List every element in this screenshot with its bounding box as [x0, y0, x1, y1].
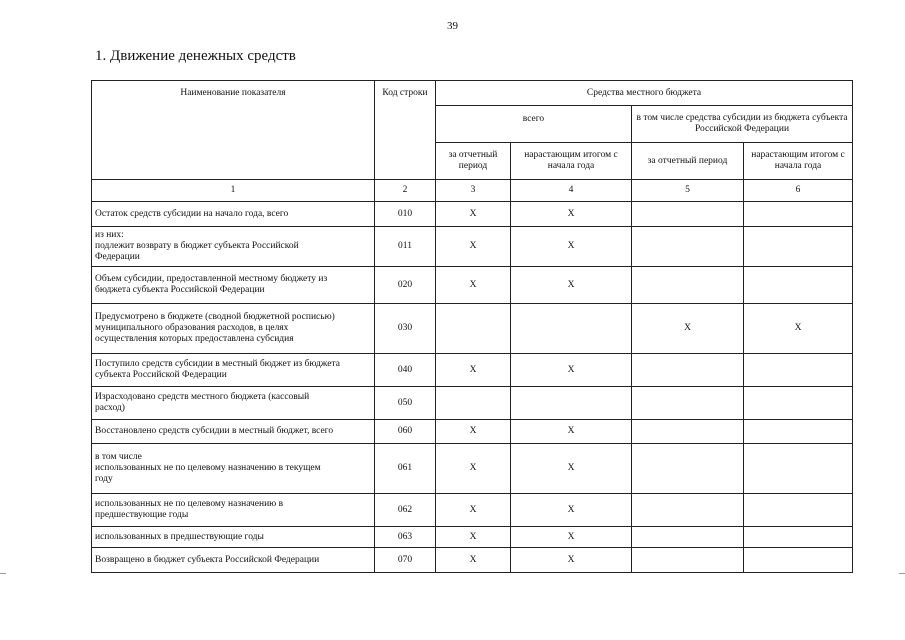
- value-cell: [744, 494, 853, 527]
- value-cell: [744, 527, 853, 548]
- value-cell: [436, 304, 511, 354]
- value-cell: [632, 267, 744, 304]
- row-code: 050: [375, 387, 436, 420]
- indicator-name-line: субъекта Российской Федерации: [95, 370, 227, 380]
- indicator-name-line: предшествующие годы: [95, 510, 189, 520]
- header-incl-subsidy: в том числе средства субсидии из бюджета субъекта Российской Федерации: [632, 106, 853, 143]
- table-row: [92, 202, 853, 227]
- header-total: всего: [436, 106, 632, 143]
- indicator-name-line: Восстановлено средств субсидии в местный бюджет, всего: [95, 426, 334, 436]
- value-cell: X: [436, 420, 511, 444]
- value-cell: X: [511, 227, 632, 267]
- value-cell: X: [744, 304, 853, 354]
- column-number: 1: [92, 180, 375, 202]
- row-code: 063: [375, 527, 436, 548]
- page-edge-mark: [899, 573, 905, 574]
- value-cell: X: [436, 494, 511, 527]
- value-cell: X: [511, 202, 632, 227]
- row-code: 060: [375, 420, 436, 444]
- indicator-name-line: расход): [95, 403, 125, 413]
- indicator-name-line: муниципального образования расходов, в целях: [95, 323, 289, 333]
- header-local-budget: Средства местного бюджета: [436, 81, 853, 106]
- value-cell: [632, 227, 744, 267]
- indicator-name-line: Предусмотрено в бюджете (сводной бюджетной росписью): [95, 312, 335, 322]
- table-row: [92, 420, 853, 444]
- value-cell: X: [511, 494, 632, 527]
- column-number: 3: [436, 180, 511, 202]
- indicator-name: [92, 267, 375, 304]
- indicator-name-line: из них:: [95, 230, 124, 240]
- table-row: [92, 527, 853, 548]
- column-number: 2: [375, 180, 436, 202]
- indicator-name: [92, 420, 375, 444]
- value-cell: [744, 444, 853, 494]
- indicator-name-line: бюджета субъекта Российской Федерации: [95, 285, 265, 295]
- value-cell: X: [511, 354, 632, 387]
- row-code: 010: [375, 202, 436, 227]
- value-cell: [511, 304, 632, 354]
- value-cell: X: [436, 444, 511, 494]
- table-row: [92, 387, 853, 420]
- value-cell: X: [511, 527, 632, 548]
- indicator-name-line: Объем субсидии, предоставленной местному бюджету из: [95, 274, 328, 284]
- value-cell: [632, 444, 744, 494]
- value-cell: [744, 548, 853, 573]
- value-cell: X: [511, 548, 632, 573]
- table-row: [92, 267, 853, 304]
- row-code: 020: [375, 267, 436, 304]
- table-row: [92, 304, 853, 354]
- value-cell: X: [436, 354, 511, 387]
- indicator-name: [92, 444, 375, 494]
- value-cell: X: [436, 527, 511, 548]
- row-code: 011: [375, 227, 436, 267]
- row-code: 062: [375, 494, 436, 527]
- indicator-name: [92, 202, 375, 227]
- indicator-name-line: Возвращено в бюджет субъекта Российской Федерации: [95, 554, 320, 565]
- indicator-name-line: в том числе: [95, 452, 142, 462]
- header-cumulative-subsidy: нарастающим итогом с начала года: [744, 143, 853, 180]
- value-cell: [744, 227, 853, 267]
- value-cell: X: [436, 548, 511, 573]
- page-number: 39: [447, 20, 458, 32]
- value-cell: X: [632, 304, 744, 354]
- cash-flow-table: [91, 80, 853, 573]
- indicator-name: [92, 304, 375, 354]
- column-number: 4: [511, 180, 632, 202]
- value-cell: [632, 202, 744, 227]
- value-cell: [744, 387, 853, 420]
- value-cell: [744, 267, 853, 304]
- value-cell: [436, 387, 511, 420]
- indicator-name-line: использованных не по целевому назначению в текущем: [95, 463, 321, 473]
- indicator-name: [92, 227, 375, 267]
- indicator-name-line: Поступило средств субсидии в местный бюджет из бюджета: [95, 359, 340, 369]
- value-cell: X: [436, 202, 511, 227]
- indicator-name-line: Израсходовано средств местного бюджета (кассовый: [95, 392, 310, 402]
- row-code: 061: [375, 444, 436, 494]
- value-cell: [744, 202, 853, 227]
- value-cell: [632, 527, 744, 548]
- value-cell: X: [511, 267, 632, 304]
- indicator-name: [92, 494, 375, 527]
- indicator-name-line: Федерации: [95, 252, 140, 262]
- table-row: [92, 444, 853, 494]
- value-cell: [511, 387, 632, 420]
- column-number: 6: [744, 180, 853, 202]
- indicator-name-line: подлежит возврату в бюджет субъекта Российской: [95, 241, 299, 251]
- value-cell: X: [436, 227, 511, 267]
- value-cell: [632, 387, 744, 420]
- value-cell: [632, 494, 744, 527]
- indicator-name: [92, 354, 375, 387]
- page-edge-mark: [0, 573, 6, 574]
- row-code: 040: [375, 354, 436, 387]
- indicator-name-line: использованных в предшествующие годы: [95, 531, 264, 542]
- indicator-name-line: осуществления которых предоставлена субсидия: [95, 334, 294, 344]
- value-cell: X: [436, 267, 511, 304]
- header-reporting-period: за отчетный период: [436, 143, 511, 180]
- indicator-name-line: Остаток средств субсидии на начало года, всего: [95, 208, 289, 219]
- indicator-name: [92, 548, 375, 573]
- section-title: 1. Движение денежных средств: [95, 48, 296, 64]
- row-code: 070: [375, 548, 436, 573]
- row-code: 030: [375, 304, 436, 354]
- header-cumulative: нарастающим итогом с начала года: [511, 143, 632, 180]
- column-number: 5: [632, 180, 744, 202]
- value-cell: X: [511, 444, 632, 494]
- value-cell: X: [511, 420, 632, 444]
- value-cell: [632, 354, 744, 387]
- header-row-code: Код строки: [375, 81, 436, 180]
- value-cell: [744, 354, 853, 387]
- indicator-name-line: году: [95, 474, 113, 484]
- value-cell: [744, 420, 853, 444]
- header-reporting-period-subsidy: за отчетный период: [632, 143, 744, 180]
- indicator-name: [92, 387, 375, 420]
- table-row: [92, 354, 853, 387]
- table-row: [92, 548, 853, 573]
- table-row: [92, 227, 853, 267]
- indicator-name: [92, 527, 375, 548]
- indicator-name-line: использованных не по целевому назначению в: [95, 499, 284, 509]
- value-cell: [632, 548, 744, 573]
- value-cell: [632, 420, 744, 444]
- table-row: [92, 494, 853, 527]
- header-indicator: Наименование показателя: [92, 81, 375, 180]
- column-numbers-row: [92, 180, 853, 202]
